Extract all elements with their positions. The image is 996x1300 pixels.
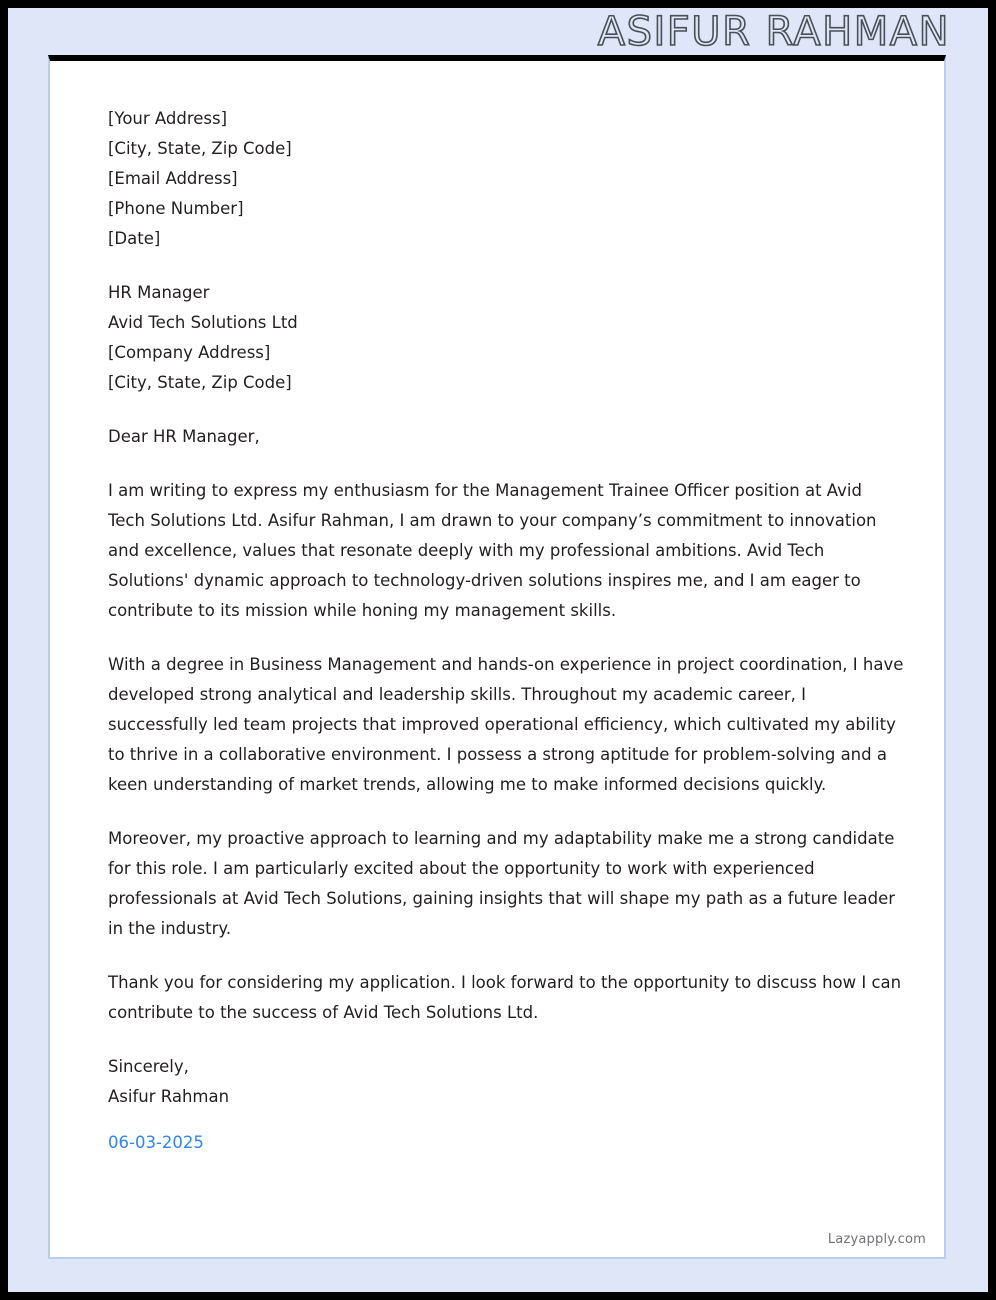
paragraph-text: Thank you for considering my application. I look forward to the opportunity to discuss how I can contribute to the success of Avid Tech Solutions Ltd.	[108, 973, 902, 1022]
signature-block	[108, 1052, 904, 1158]
body-paragraph-2	[108, 650, 904, 800]
letter-header	[8, 8, 988, 55]
footer-brand-watermark: Lazyapply.com	[827, 1232, 926, 1247]
paragraph-text: I am writing to express my enthusiasm for the Management Trainee Officer position at Avid Tech Solutions Ltd. Asifur Rahman, I am drawn to your company’s commitment to innovation and excellence, values that resonate deeply with my professional ambitions. Avid Tech Solutions' dynamic approach to technology-driven solutions inspires me, and I am eager to contribute to its mission while honing my management skills.	[108, 481, 877, 620]
recipient-address-line: [Company Address]	[108, 343, 271, 362]
closing-salutation: Sincerely,	[108, 1057, 189, 1076]
letter-card	[48, 55, 946, 1259]
salutation: Dear HR Manager,	[108, 427, 260, 446]
body-paragraph-3	[108, 824, 904, 944]
letter-body	[108, 104, 904, 1182]
sender-city-line: [City, State, Zip Code]	[108, 139, 292, 158]
sender-address-line: [Your Address]	[108, 109, 228, 128]
body-paragraph-1	[108, 476, 904, 626]
recipient-city-line: [City, State, Zip Code]	[108, 373, 292, 392]
signature-name: Asifur Rahman	[108, 1087, 230, 1106]
recipient-company-line: Avid Tech Solutions Ltd	[108, 313, 298, 332]
candidate-name: ASIFUR RAHMAN	[597, 8, 950, 55]
sender-phone-line: [Phone Number]	[108, 199, 244, 218]
salutation-block	[108, 422, 904, 452]
document-date: 06-03-2025	[108, 1133, 204, 1152]
sender-address-block	[108, 104, 904, 254]
paragraph-text: With a degree in Business Management and hands-on experience in project coordination, I have developed strong analytical and leadership skills. Throughout my academic career, I successfully led team projects that improved operational efficiency, which cultivated my ability to thrive in a collaborative environment. I possess a strong aptitude for problem-solving and a keen understanding of market trends, allowing me to make informed decisions quickly.	[108, 655, 904, 794]
paragraph-text: Moreover, my proactive approach to learning and my adaptability make me a strong candidate for this role. I am particularly excited about the opportunity to work with experienced professionals at Avid Tech Solutions, gaining insights that will shape my path as a future leader in the industry.	[108, 829, 896, 938]
recipient-title-line: HR Manager	[108, 283, 210, 302]
recipient-address-block	[108, 278, 904, 398]
sender-email-line: [Email Address]	[108, 169, 238, 188]
body-paragraph-4	[108, 968, 904, 1028]
page-background	[8, 8, 988, 1292]
sender-date-line: [Date]	[108, 229, 161, 248]
